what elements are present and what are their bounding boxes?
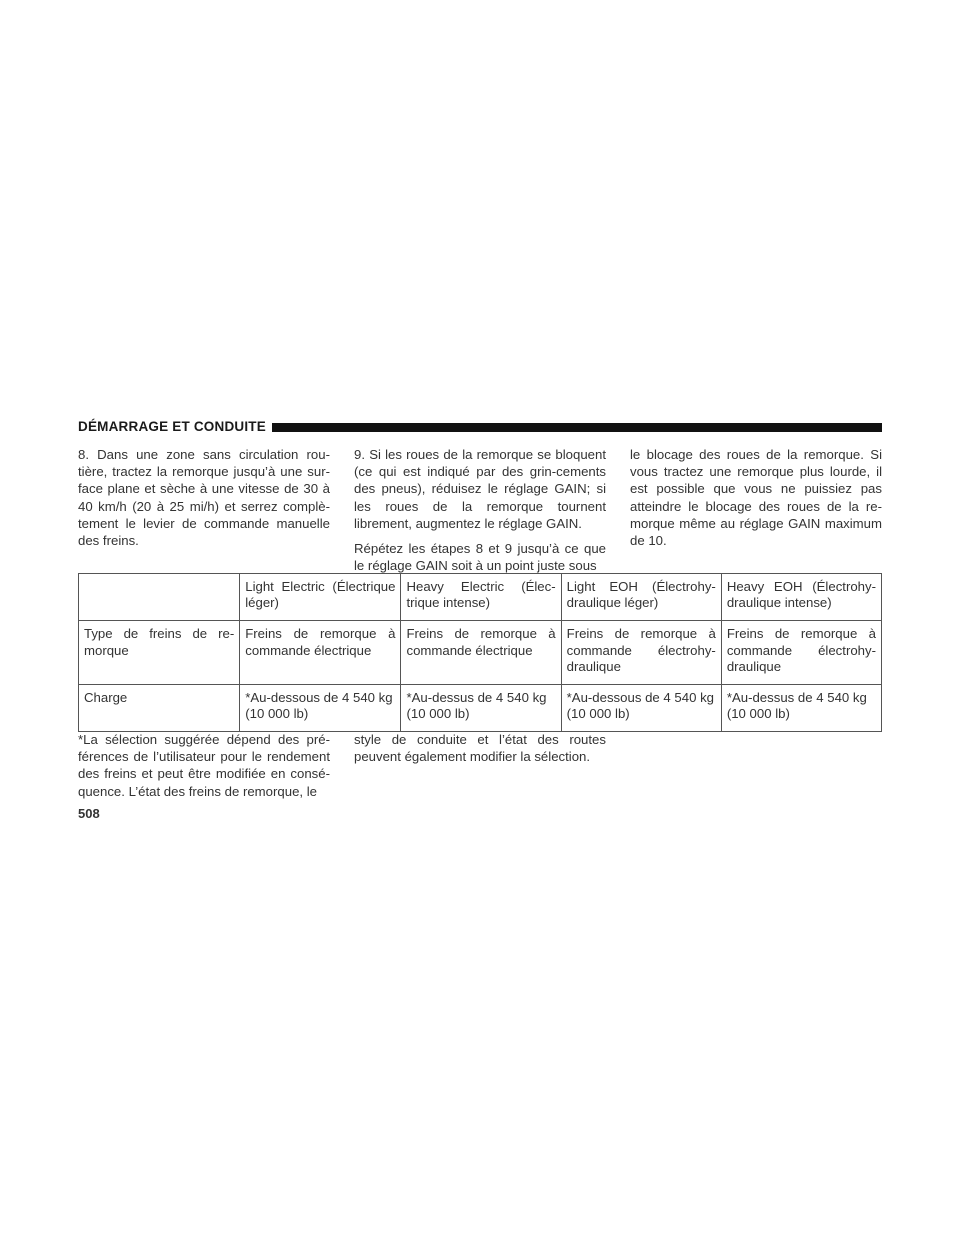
table-cell: *Au-dessus de 4 540 kg (10 000 lb) <box>721 685 881 732</box>
page-number: 508 <box>78 806 100 821</box>
column-3 <box>630 446 882 557</box>
step-8-paragraph: 8. Dans une zone sans circulation rou-tière, tractez la remorque jusqu’à une sur-face plane et sèche à une vitesse de 30 à 40 km/h (20 à 25 mi/h) et serrez complè-tement le levier de commande manuelle des freins. <box>78 447 330 549</box>
body-columns <box>78 446 882 574</box>
table-cell: Freins de remorque à commande électrique <box>240 621 401 685</box>
brake-type-table <box>78 573 882 732</box>
section-header <box>78 418 882 436</box>
repeat-steps-paragraph: Répétez les étapes 8 et 9 jusqu’à ce que le réglage GAIN soit à un point juste sous <box>354 541 606 574</box>
table-cell: Freins de remorque à commande électrique <box>401 621 561 685</box>
table-header-cell: Light Electric (Électrique léger) <box>240 574 401 621</box>
table-header-cell: Heavy Electric (Élec-trique intense) <box>401 574 561 621</box>
footnote-part-2: style de conduite et l’état des routes peuvent également modifier la sélection. <box>354 732 606 765</box>
column-1 <box>78 446 330 557</box>
table-cell: Freins de remorque à commande électrohy-draulique <box>561 621 721 685</box>
step-9-paragraph: 9. Si les roues de la remorque se bloquent (ce qui est indiqué par des grin-cements des pneus), réduisez le réglage GAIN; si les roues de la remorque tournent librement, augmentez le réglage GAIN. <box>354 447 606 531</box>
section-title: DÉMARRAGE ET CONDUITE <box>78 419 266 434</box>
table-cell: *Au-dessous de 4 540 kg (10 000 lb) <box>561 685 721 732</box>
table-row <box>79 685 882 732</box>
table-cell: Freins de remorque à commande électrohy-draulique <box>721 621 881 685</box>
section-rule <box>272 423 882 432</box>
column-2 <box>354 446 606 582</box>
footnote-part-1: *La sélection suggérée dépend des pré-férences de l’utilisateur pour le rendement des freins et peut être modifiée en consé-quence. L’état des freins de remorque, le <box>78 732 330 799</box>
table-header-cell <box>79 574 240 621</box>
table-cell: *Au-dessus de 4 540 kg (10 000 lb) <box>401 685 561 732</box>
table-cell: *Au-dessous de 4 540 kg (10 000 lb) <box>240 685 401 732</box>
continuation-paragraph: le blocage des roues de la remorque. Si vous tractez une remorque plus lourde, il est possible que vous ne puissiez pas atteindre le blocage des roues de la re-morque même au réglage GAIN maximum de 10. <box>630 447 882 549</box>
table-header-cell: Heavy EOH (Électrohy-draulique intense) <box>721 574 881 621</box>
table-row-label: Type de freins de re-morque <box>79 621 240 685</box>
table-header-cell: Light EOH (Électrohy-draulique léger) <box>561 574 721 621</box>
table-row <box>79 621 882 685</box>
table-header-row <box>79 574 882 621</box>
table-row-label: Charge <box>79 685 240 732</box>
